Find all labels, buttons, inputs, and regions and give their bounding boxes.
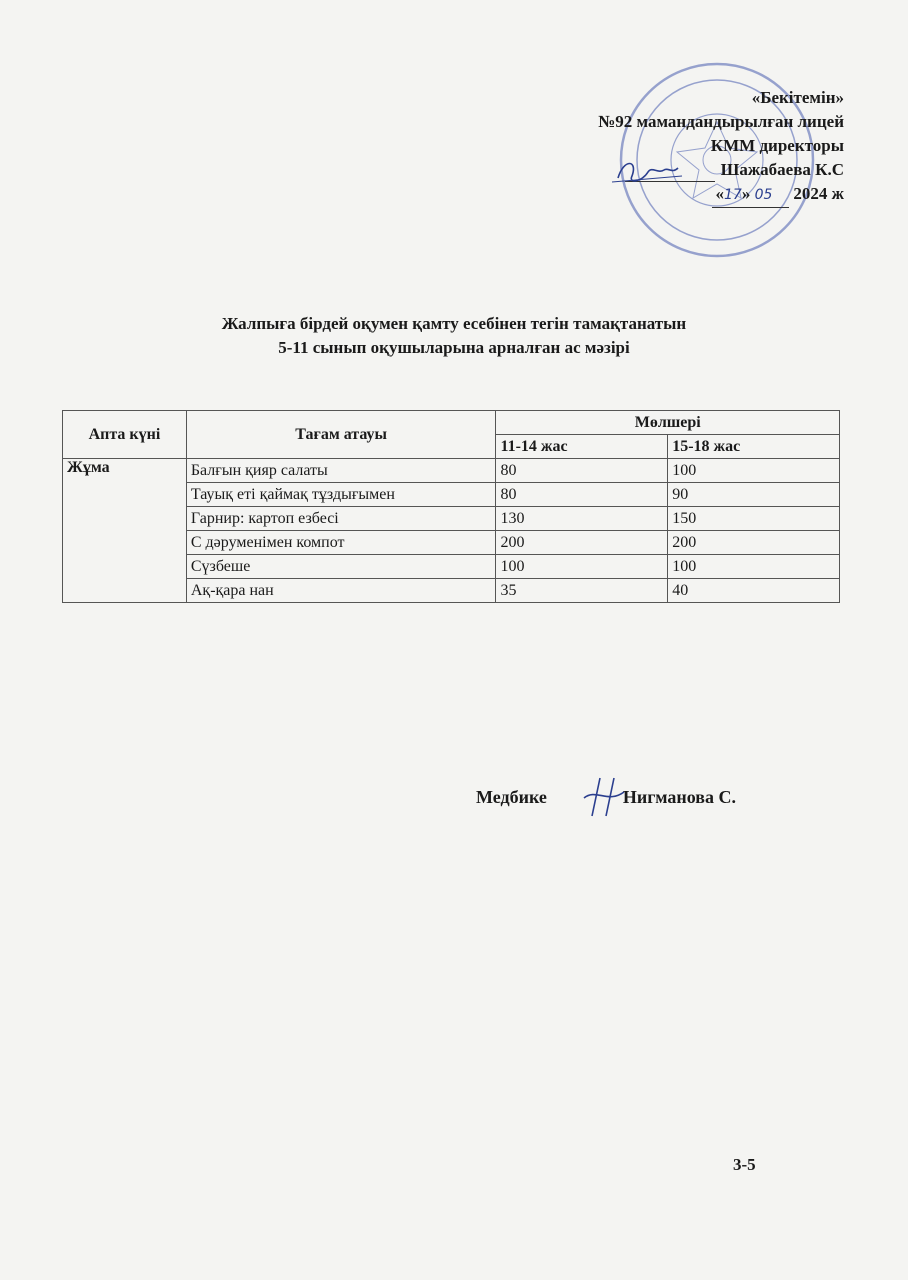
amount-15-18-cell: 200 [668,531,840,555]
date-field [712,182,790,208]
amount-11-14-cell: 80 [496,483,668,507]
amount-15-18-cell: 40 [668,579,840,603]
dish-cell: Сүзбеше [186,555,496,579]
header-age-15-18: 15-18 жас [668,435,840,459]
title-line-1: Жалпыға бірдей оқумен қамту есебінен тегін тамақтанатын [221,314,687,333]
header-amount: Мөлшері [496,411,840,435]
nurse-signature-icon [578,774,630,820]
header-age-11-14: 11-14 жас [496,435,668,459]
director-name: Шажабаева К.С [720,160,844,179]
header-dish: Тағам атауы [186,411,496,459]
dish-cell: Тауық еті қаймақ тұздығымен [186,483,496,507]
dish-cell: С дәруменімен компот [186,531,496,555]
page-number: 3-5 [733,1155,756,1174]
nurse-name: Нигманова С. [622,787,736,807]
amount-15-18-cell: 90 [668,483,840,507]
institution-name: №92 мамандандырылған лицей [598,112,844,131]
date-year: 2024 ж [793,184,844,203]
amount-15-18-cell: 150 [668,507,840,531]
document-title [0,312,908,360]
amount-11-14-cell: 35 [496,579,668,603]
header-row [63,411,840,435]
table-row [63,459,840,483]
director-signature-icon [608,152,688,192]
header-day: Апта күні [63,411,187,459]
amount-15-18-cell: 100 [668,459,840,483]
date-open-quote: « [715,184,725,203]
approval-heading: «Бекітемін» [751,88,844,107]
amount-11-14-cell: 100 [496,555,668,579]
title-line-2: 5-11 сынып оқушыларына арналған ас мәзірі [278,338,630,357]
amount-11-14-cell: 130 [496,507,668,531]
amount-15-18-cell: 100 [668,555,840,579]
nurse-role: Медбике [476,787,547,807]
date-close-quote: » [741,184,751,203]
director-title: КММ директоры [710,136,844,155]
amount-11-14-cell: 200 [496,531,668,555]
dish-cell: Гарнир: картоп езбесі [186,507,496,531]
menu-table [62,410,840,603]
date-month: 05 [754,187,773,203]
dish-cell: Балғын қияр салаты [186,459,496,483]
amount-11-14-cell: 80 [496,459,668,483]
dish-cell: Ақ-қара нан [186,579,496,603]
date-day: 17 [724,187,742,203]
day-cell: Жұма [63,459,187,603]
